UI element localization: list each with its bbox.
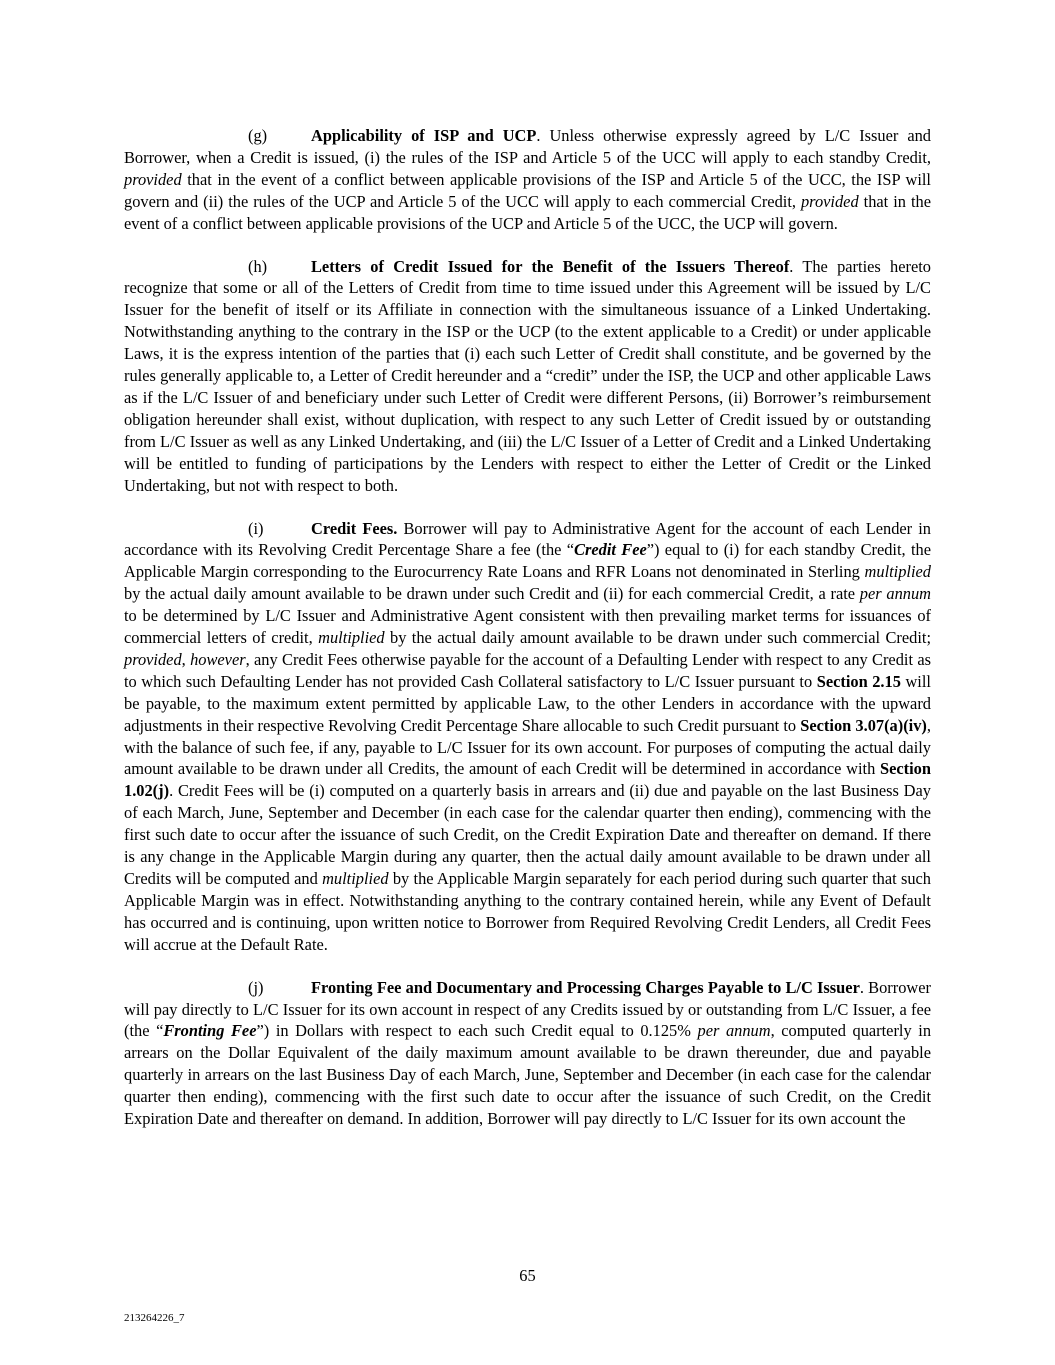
document-id: 213264226_7 <box>124 1312 185 1324</box>
paragraph-text: . Unless otherwise expressly agreed by L/C Issuer and Borrower, when a Credit is issued, (i) the rules of the ISP and Article 5 of the UCC will apply to each standby Credit, <box>124 126 931 167</box>
defined-term-text: Credit Fee <box>574 540 647 560</box>
paragraph-text: by the actual daily amount available to be drawn under such Credit and (ii) for each commercial Credit, a rate <box>124 584 860 604</box>
italic-term: provided <box>800 191 859 211</box>
paragraph-text: by the Applicable Margin separately for each period during such quarter that such Applicable Margin was in effect. Notwithstanding anything to the contrary contained herein, while any Event of Default has occurred and is continuing, upon written notice to Borrower from Required Revolving Credit Lenders, all Credit Fees will accrue at the Default Rate. <box>124 869 931 954</box>
paragraph-label: (j) <box>248 977 264 997</box>
paragraph-text: that in the event of a conflict between applicable provisions of the ISP and Article 5 of the UCC, the ISP will govern and (ii) the rules of the UCP and Article 5 of the UCC will apply to each commercial Credit, <box>124 169 931 211</box>
paragraph-heading: Letters of Credit Issued for the Benefit of the Issuers Thereof <box>311 256 790 276</box>
defined-term <box>574 540 647 559</box>
paragraph-j <box>124 977 931 1130</box>
defined-term <box>163 1021 256 1040</box>
paragraph-text: , any Credit Fees otherwise payable for the account of a Defaulting Lender with respect to any Credit as to which such Defaulting Lender has not provided Cash Collateral satisfactory to L/C Issuer pursuant to <box>124 649 931 691</box>
document-page <box>124 125 931 1151</box>
italic-term: provided <box>124 649 182 669</box>
paragraph-label: (h) <box>248 256 268 276</box>
paragraph-h <box>124 256 931 497</box>
paragraph-heading: Credit Fees. <box>311 518 398 538</box>
paragraph-text: . Credit Fees will be (i) computed on a quarterly basis in arrears and (ii) due and payable on the last Business Day of each March, June, September and December (in each case for the calendar quarter then ending), commencing with the first such date to occur after the issuance of such Credit, on the Credit Expiration Date and thereafter on demand. If there is any change in the Applicable Margin during any quarter, then the actual daily amount available to be drawn under all Credits will be computed and <box>124 781 931 888</box>
paragraph-i <box>124 518 931 956</box>
paragraph-text: . Borrower will pay directly to L/C Issuer for its own account in respect of any Credits issued by or outstanding from L/C Issuer, a fee (the “ <box>124 977 931 1041</box>
paragraph-text: to be determined by L/C Issuer and Administrative Agent consistent with then prevailing market terms for issuances of commercial letters of credit, <box>124 606 931 648</box>
paragraph-text: ”) in Dollars with respect to each such Credit equal to 0.125% <box>256 1021 698 1041</box>
paragraph-heading: Fronting Fee and Documentary and Processing Charges Payable to L/C Issuer <box>311 977 860 997</box>
paragraph-text: Borrower will pay to Administrative Agent for the account of each Lender in accordance with its Revolving Credit Percentage Share a fee (the “ <box>124 518 931 560</box>
paragraph-text: , <box>181 649 191 669</box>
page-number: 65 <box>519 1266 536 1285</box>
italic-term: multiplied <box>864 562 931 582</box>
italic-term: however <box>190 649 246 669</box>
italic-term: provided <box>124 169 182 189</box>
italic-term: per annum <box>859 584 931 604</box>
paragraph-text: ”) equal to (i) for each standby Credit, the Applicable Margin corresponding to the Eurocurrency Rate Loans and RFR Loans not denominated in Sterling <box>124 540 931 582</box>
paragraph-text: will be payable, to the maximum extent permitted by applicable Law, to the other Lenders in accordance with the upward adjustments in their respective Revolving Credit Percentage Share allocable to such Credit pursuant to <box>124 671 931 735</box>
italic-term: multiplied <box>318 628 385 648</box>
paragraph-text: , with the balance of such fee, if any, payable to L/C Issuer for its own account. For purposes of computing the actual daily amount available to be drawn under all Credits, the amount of each Credit will be determined in accordance with <box>124 715 931 779</box>
paragraph-text: . The parties hereto recognize that some or all of the Letters of Credit from time to time issued under this Agreement will be issued by L/C Issuer for the benefit of itself or its Affiliate in connection with the simultaneous issuance of a Linked Undertaking. Notwithstanding anything to the contrary in the ISP or the UCP (to the extent applicable to a Credit) or under applicable Laws, it is the express intention of the parties that (i) each such Letter of Credit shall constitute, and be governed by the rules generally applicable to, a Letter of Credit hereunder and a “credit” under the ISP, the UCP and other applicable Laws as if the L/C Issuer of and beneficiary under such Letter of Credit were different Persons, (ii) Borrower’s reimbursement obligation hereunder shall exist, without duplication, with respect to any such Letter of Credit issued by or outstanding from L/C Issuer as well as any Linked Undertaking, and (iii) the L/C Issuer of a Letter of Credit and a Linked Undertaking will be entitled to funding of participations by the Lenders with respect to either the Letter of Credit or the Linked Undertaking, but not with respect to both. <box>124 256 931 495</box>
defined-term-text: Fronting Fee <box>163 1021 257 1041</box>
paragraph-text: that in the event of a conflict between applicable provisions of the UCP and Article 5 of the UCC, the UCP will govern. <box>124 191 931 233</box>
paragraph-heading: Applicability of ISP and UCP <box>311 126 537 145</box>
italic-term: multiplied <box>322 869 389 888</box>
section-reference: Section 2.15 <box>816 671 901 691</box>
paragraph-label: (g) <box>248 126 268 145</box>
paragraph-text: , computed quarterly in arrears on the Dollar Equivalent of the daily maximum amount available to be drawn thereunder, due and payable quarterly in arrears on the last Business Day of each March, June, September and December (in each case for the calendar quarter then ending), commencing with the first such date to occur after the issuance of such Credit, on the Credit Expiration Date and thereafter on demand. In addition, Borrower will pay directly to L/C Issuer for its own account the <box>124 1021 932 1129</box>
section-reference: Section 3.07(a)(iv) <box>800 715 927 735</box>
section-reference: Section 1.02(j) <box>124 759 931 801</box>
paragraph-label: (i) <box>248 518 264 538</box>
italic-term: per annum <box>697 1021 771 1041</box>
paragraph-g <box>124 125 931 235</box>
paragraph-text: by the actual daily amount available to be drawn under such commercial Credit; <box>384 628 931 648</box>
